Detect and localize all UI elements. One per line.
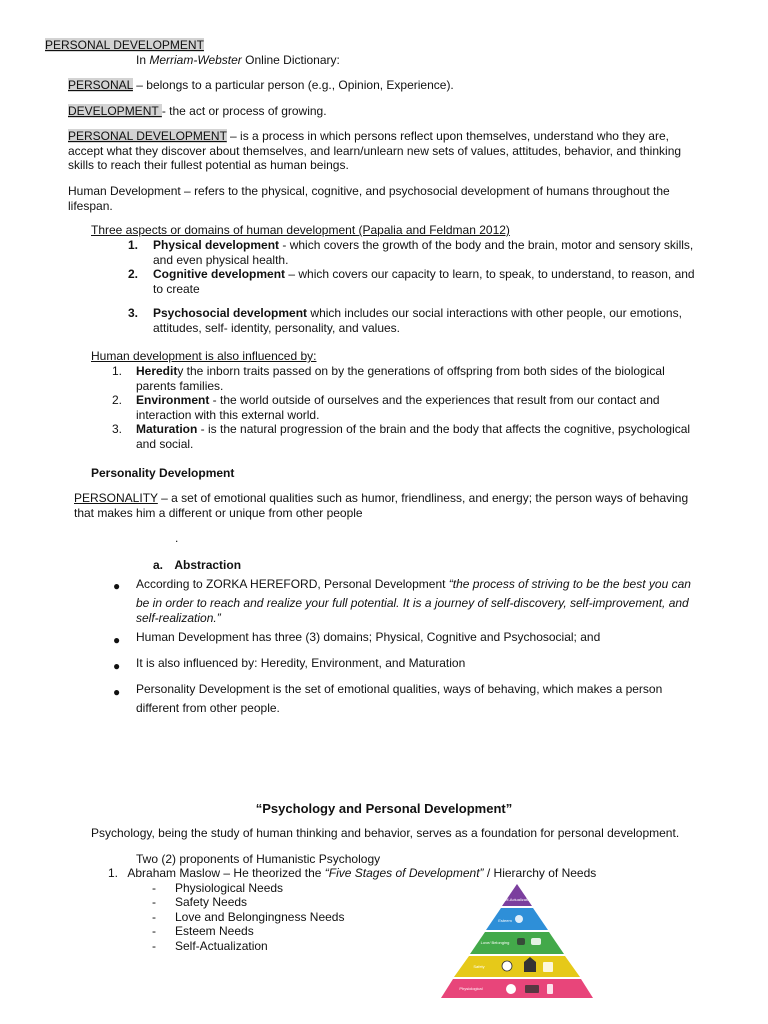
b1-quote1: “the process of striving to be the best you can	[448, 577, 691, 591]
bed-icon	[525, 985, 539, 993]
influence-line1: - the world outside of ourselves and the experiences that result from our contact and	[209, 393, 660, 407]
proponents-line: Two (2) proponents of Humanistic Psychology	[136, 852, 381, 866]
influence-item-3	[112, 422, 727, 451]
pyramid-label-physiological: Physiological	[459, 986, 483, 991]
maslow-num: 1.	[108, 866, 119, 880]
domain-line2: to create	[153, 281, 200, 296]
domain-item-1	[128, 238, 728, 267]
def-personal-development	[68, 129, 728, 173]
abstraction-bullet-1	[136, 575, 721, 628]
family-icon	[543, 962, 553, 972]
dash-glyph: -	[152, 895, 156, 909]
psychology-intro: Psychology, being the study of human thinking and behavior, serves as a foundation for personal development.	[91, 826, 680, 840]
influence-item-2	[112, 393, 727, 422]
abstraction-letter: a.	[153, 558, 164, 572]
b1-quote3: self-realization.”	[136, 611, 221, 625]
abstraction-bullet-2: Human Development has three (3) domains; Physical, Cognitive and Psychosocial; and	[136, 630, 601, 644]
psychology-title: “Psychology and Personal Development”	[255, 801, 513, 816]
influence-num: 3.	[112, 422, 123, 436]
maslow-prefix: Abraham Maslow – He theorized the	[127, 866, 325, 880]
water-icon	[547, 984, 553, 994]
b1-quote2: be in order to reach and realize your full potential. It is a journey of self-discovery, self-improvement, and	[136, 596, 689, 610]
dict-suffix: Online Dictionary:	[241, 53, 340, 67]
bullet-icon: ●	[113, 633, 121, 647]
stray-dot: .	[175, 531, 179, 545]
heart-icon	[517, 938, 525, 945]
page-title	[45, 38, 204, 53]
abstraction-heading: Abstraction	[174, 558, 242, 572]
need-item: Self-Actualization	[175, 939, 268, 953]
pyramid-label-self-actualization: Self-Actualization	[501, 897, 533, 902]
personality-heading: Personality Development	[91, 466, 235, 480]
pd-line3: skills to reach their fullest potential as human beings.	[68, 158, 349, 172]
maslow-line	[108, 866, 596, 881]
dictionary-line	[136, 53, 340, 68]
dash-glyph: -	[152, 924, 156, 938]
maslow-pyramid-illustration	[441, 884, 593, 998]
domain-line2: attitudes, self- identity, personality, and values.	[153, 320, 401, 335]
pyramid-label-esteem: Esteem	[498, 918, 512, 923]
influence-term: Maturation	[136, 422, 198, 436]
food-icon	[506, 984, 516, 994]
dash-glyph: -	[152, 910, 156, 924]
influence-term: Heredit	[136, 364, 178, 378]
need-item: Safety Needs	[175, 895, 248, 909]
def-human-development	[68, 184, 728, 213]
domain-line1: - which covers the growth of the body and the brain, motor and sensory skills,	[279, 238, 694, 252]
handshake-icon	[531, 938, 541, 945]
domain-term: Physical development	[153, 238, 280, 252]
term-personal: PERSONAL	[68, 78, 133, 92]
dash-glyph: -	[152, 939, 156, 953]
need-item: Love and Belongingness Needs	[175, 910, 345, 924]
pyramid-tier-self-actualization	[502, 884, 532, 906]
dash-glyph: -	[152, 881, 156, 895]
influences-heading: Human development is also influenced by:	[91, 349, 317, 363]
need-item: Physiological Needs	[175, 881, 284, 895]
hd-line2: lifespan.	[68, 198, 113, 213]
term-personality: PERSONALITY	[74, 491, 158, 505]
influence-line2: and social.	[136, 436, 194, 451]
domain-line2: and even physical health.	[153, 252, 289, 267]
b4-line1: Personality Development is the set of emotional qualities, ways of behaving, which makes a person	[136, 682, 663, 696]
influence-line2: parents families.	[136, 378, 224, 393]
b1-prefix: According to ZORKA HEREFORD, Personal Development	[136, 577, 449, 591]
influence-line1: - is the natural progression of the brain and the body that affects the cognitive, psychological	[197, 422, 691, 436]
need-item: Esteem Needs	[175, 924, 254, 938]
def-personal	[68, 78, 718, 93]
title-text: PERSONAL DEVELOPMENT	[45, 38, 204, 52]
domain-num: 3.	[128, 306, 139, 320]
bullet-icon: ●	[113, 659, 121, 673]
domain-num: 1.	[128, 238, 139, 252]
domain-term: Cognitive development	[153, 267, 286, 281]
influence-line2: interaction with this external world.	[136, 407, 320, 422]
term-development: DEVELOPMENT	[68, 104, 162, 118]
domains-heading: Three aspects or domains of human development (Papalia and Feldman 2012)	[91, 223, 510, 237]
personality-definition	[74, 491, 734, 520]
dict-name: Merriam-Webster	[149, 53, 242, 67]
pd-line2: accept what they discover about themselves, and learn/unlearn new sets of values, attitudes, behavior, and thinking	[68, 143, 682, 158]
personality-line2: that makes him a different or unique from other people	[74, 505, 363, 520]
domain-num: 2.	[128, 267, 139, 281]
maslow-quote: “Five Stages of Development”	[324, 866, 484, 880]
bullet-icon: ●	[113, 685, 121, 699]
domain-item-2	[128, 267, 728, 296]
abstraction-bullet-3: It is also influenced by: Heredity, Environment, and Maturation	[136, 656, 466, 670]
pyramid-label-love-belonging: Love/ Belonging	[480, 940, 510, 945]
hd-line1: Human Development – refers to the physical, cognitive, and psychosocial development of humans throughout the	[68, 184, 670, 198]
influence-line1: y the inborn traits passed on by the generations of offspring from both sides of the biological	[177, 364, 665, 378]
influence-item-1	[112, 364, 727, 393]
b4-line2: different from other people.	[136, 701, 280, 715]
def-development-text: - the act or process of growing.	[161, 104, 327, 118]
influence-term: Environment	[136, 393, 210, 407]
influence-num: 1.	[112, 364, 123, 378]
maslow-suffix: / Hierarchy of Needs	[483, 866, 597, 880]
personality-line1: – a set of emotional qualities such as humor, friendliness, and energy; the person ways of behaving	[157, 491, 689, 505]
domain-line1: which includes our social interactions with other people, our emotions,	[307, 306, 682, 320]
abstraction-label	[153, 558, 241, 573]
dict-prefix: In	[136, 53, 150, 67]
influence-num: 2.	[112, 393, 123, 407]
domain-line1: – which covers our capacity to learn, to speak, to understand, to reason, and	[285, 267, 695, 281]
domain-term: Psychosocial development	[153, 306, 308, 320]
esteem-icon	[515, 915, 523, 923]
abstraction-bullet-4	[136, 680, 721, 718]
money-icon	[502, 961, 512, 971]
bullet-icon: ●	[113, 579, 121, 593]
term-pd: PERSONAL DEVELOPMENT	[68, 129, 227, 143]
pyramid-label-safety: Safety	[473, 964, 485, 969]
domain-item-3	[128, 306, 728, 335]
pd-line1: – is a process in which persons reflect upon themselves, understand who they are,	[226, 129, 669, 143]
def-development	[68, 104, 718, 119]
def-personal-text: – belongs to a particular person (e.g., Opinion, Experience).	[132, 78, 454, 92]
